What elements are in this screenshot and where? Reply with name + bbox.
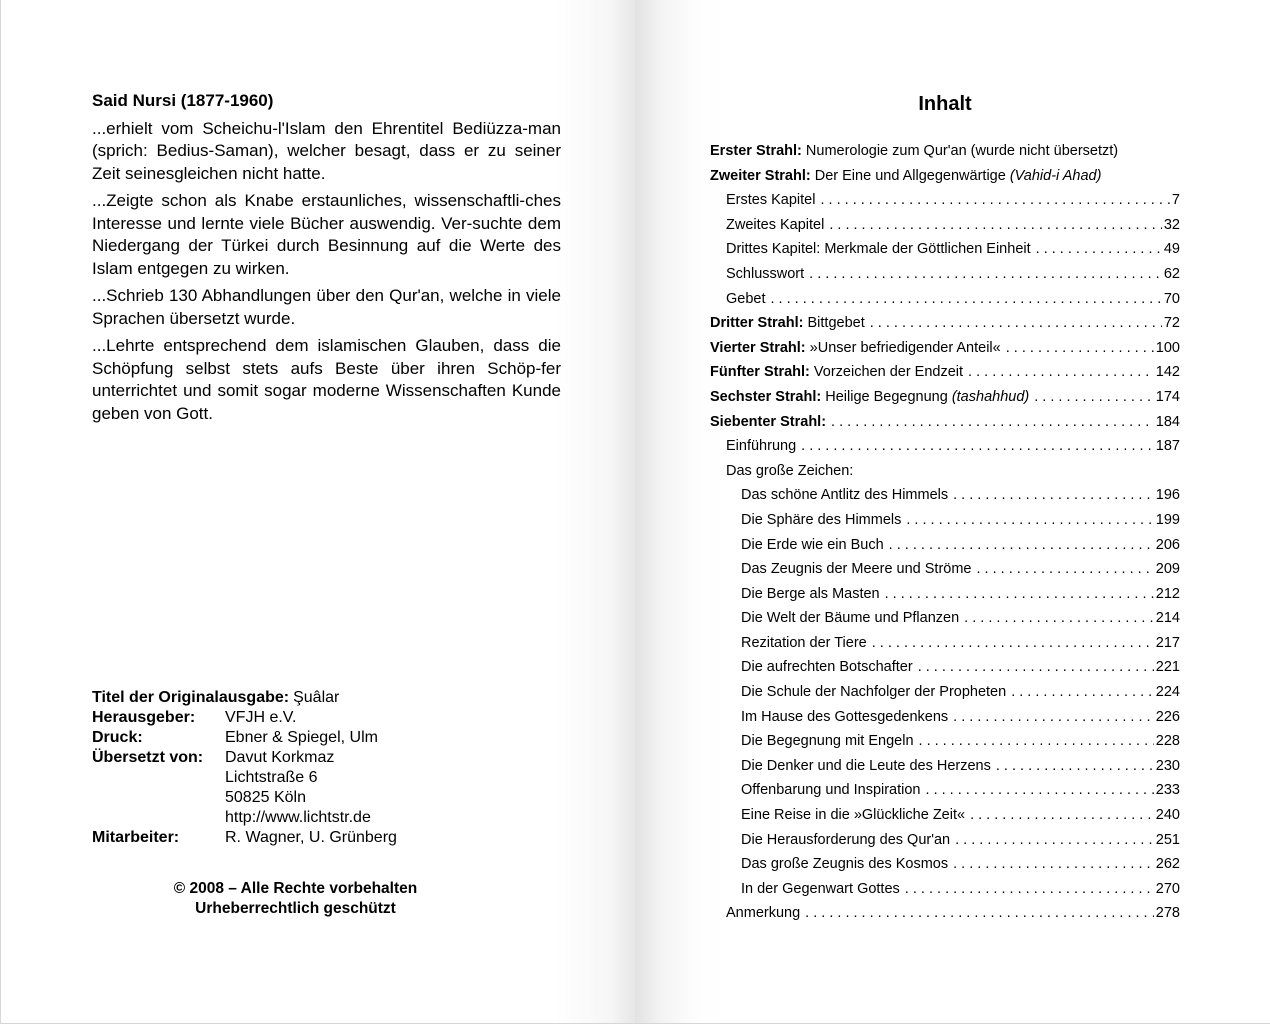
imprint-row-street bbox=[92, 768, 397, 788]
toc-page-number: 209 bbox=[1155, 561, 1180, 578]
bio-paragraph: ...erhielt vom Scheichu-l'Islam den Ehrentitel Bediüzza-man (sprich: Bedius-Saman), welcher besagt, dass er zu seiner Zeit seinesgleichen nicht hatte. bbox=[92, 118, 561, 183]
toc-leader-dots bbox=[771, 291, 1162, 307]
imprint-row-original-title bbox=[92, 688, 397, 708]
toc-entry bbox=[710, 241, 1180, 266]
toc-entry-label bbox=[726, 291, 766, 307]
imprint-website: http://www.lichtstr.de bbox=[225, 809, 371, 826]
toc-leader-dots bbox=[831, 414, 1154, 430]
toc-entry-text: Der Eine und Allgegenwärtige bbox=[810, 167, 1010, 184]
toc-entry bbox=[710, 709, 1180, 734]
toc-page-number: 196 bbox=[1155, 487, 1180, 504]
toc-entry-label bbox=[726, 266, 804, 282]
toc-entry-heading: Zweiter Strahl: bbox=[710, 167, 811, 184]
toc-entry-label bbox=[710, 364, 963, 380]
toc-entry-text: Vorzeichen der Endzeit bbox=[809, 364, 964, 381]
toc-entry-text: Die Erde wie ein Buch bbox=[741, 536, 884, 553]
toc-page-number: 240 bbox=[1155, 807, 1180, 824]
imprint-row-translator bbox=[92, 748, 397, 768]
bio-title: Said Nursi (1877-1960) bbox=[92, 91, 274, 110]
toc-entry-text: Numerologie zum Qur'an (wurde nicht übersetzt) bbox=[801, 143, 1119, 159]
imprint-label: Herausgeber: bbox=[92, 709, 196, 726]
toc-entry-label bbox=[741, 832, 950, 848]
toc-page-number: 187 bbox=[1155, 438, 1180, 455]
toc-entry-label bbox=[726, 463, 853, 479]
toc-entry-text: Gebet bbox=[726, 290, 766, 307]
toc-entry bbox=[710, 905, 1180, 930]
toc-entry-label bbox=[726, 241, 1031, 257]
toc-leader-dots bbox=[970, 807, 1154, 823]
toc-entry bbox=[710, 610, 1180, 635]
toc-entry bbox=[710, 291, 1180, 316]
toc-entry-text: Schlusswort bbox=[726, 265, 805, 282]
toc-entry-heading: Sechster Strahl: bbox=[710, 388, 822, 405]
toc-page-number: 233 bbox=[1155, 782, 1180, 799]
toc-entry bbox=[710, 758, 1180, 783]
toc-entry-label bbox=[710, 143, 1118, 159]
toc-page-number: 278 bbox=[1155, 905, 1180, 922]
toc-entry-label bbox=[741, 758, 991, 774]
toc-leader-dots bbox=[885, 586, 1154, 602]
toc-entry-label bbox=[710, 389, 1029, 405]
toc-entry bbox=[710, 266, 1180, 291]
toc-leader-dots bbox=[1034, 389, 1154, 405]
toc-entry-label bbox=[741, 635, 867, 651]
toc-entry-text: Das schöne Antlitz des Himmels bbox=[741, 487, 949, 504]
toc-page-number: 230 bbox=[1155, 757, 1180, 774]
toc-page-number: 184 bbox=[1155, 413, 1180, 430]
toc-entry-text: Die Welt der Bäume und Pflanzen bbox=[741, 610, 960, 627]
toc-entry-label bbox=[710, 414, 826, 430]
toc-entry bbox=[710, 561, 1180, 586]
toc-entry bbox=[710, 389, 1180, 414]
imprint-label: Mitarbeiter: bbox=[92, 829, 180, 846]
toc-entry-label bbox=[726, 217, 824, 233]
toc-page-number: 199 bbox=[1155, 511, 1180, 528]
imprint-row-website bbox=[92, 808, 397, 828]
toc-page-number: 224 bbox=[1155, 684, 1180, 701]
toc-leader-dots bbox=[919, 733, 1154, 749]
toc-leader-dots bbox=[953, 487, 1154, 503]
toc-entry-label bbox=[710, 315, 865, 331]
toc-leader-dots bbox=[801, 438, 1154, 454]
imprint-row-staff bbox=[92, 828, 397, 848]
toc-entry-label bbox=[726, 905, 800, 921]
toc-leader-dots bbox=[1006, 340, 1154, 356]
author-biography bbox=[92, 90, 561, 430]
toc-entry-label bbox=[741, 659, 913, 675]
toc-page-number: 174 bbox=[1155, 388, 1180, 405]
toc-entry-text: Offenbarung und Inspiration bbox=[741, 782, 921, 799]
toc-entry bbox=[710, 635, 1180, 660]
toc-entry-label bbox=[741, 684, 1006, 700]
toc-entry-italic: (Vahid-i Ahad) bbox=[1009, 167, 1102, 184]
toc-page-number: 251 bbox=[1155, 831, 1180, 848]
imprint-value: 50825 Köln bbox=[225, 789, 306, 806]
toc-page-number: 62 bbox=[1163, 265, 1180, 282]
bio-paragraph: ...Lehrte entsprechend dem islamischen Glauben, dass die Schöpfung selbst stets aufs Beste über ihren Schöp-fer unterrichtet und somit sogar moderne Wissenschaften Kunde geben von Gott. bbox=[92, 336, 561, 423]
imprint-label: Druck: bbox=[92, 729, 143, 746]
imprint-value: Lichtstraße 6 bbox=[225, 769, 318, 786]
toc-leader-dots bbox=[964, 610, 1154, 626]
toc-entry-label bbox=[741, 881, 900, 897]
toc-entry bbox=[710, 659, 1180, 684]
toc-entry-label bbox=[710, 340, 1001, 356]
toc-leader-dots bbox=[805, 905, 1154, 921]
toc-page-number: 206 bbox=[1155, 536, 1180, 553]
imprint-value: Şuâlar bbox=[293, 689, 340, 706]
toc-entry-label bbox=[741, 856, 948, 872]
toc-entry bbox=[710, 537, 1180, 562]
imprint-row-city bbox=[92, 788, 397, 808]
toc-leader-dots bbox=[996, 758, 1154, 774]
toc-page-number: 228 bbox=[1155, 733, 1180, 750]
toc-page-number: 142 bbox=[1155, 364, 1180, 381]
toc-entry bbox=[710, 340, 1180, 365]
toc-entry bbox=[710, 733, 1180, 758]
toc-page-number: 212 bbox=[1155, 585, 1180, 602]
toc-entry-label bbox=[741, 807, 965, 823]
toc-entry bbox=[710, 315, 1180, 340]
imprint-row-print bbox=[92, 728, 397, 748]
toc-entry-heading: Erster Strahl: bbox=[710, 143, 802, 159]
toc-entry-text: Die Berge als Masten bbox=[741, 585, 880, 602]
copyright-line: © 2008 – Alle Rechte vorbehalten bbox=[173, 880, 418, 897]
toc-entry-label bbox=[741, 782, 921, 798]
copyright-line: Urheberrechtlich geschützt bbox=[195, 900, 396, 917]
toc-page-number: 221 bbox=[1155, 659, 1180, 676]
toc-entry-text: Das große Zeichen: bbox=[726, 462, 854, 479]
toc-leader-dots bbox=[829, 217, 1162, 233]
toc-entry-label bbox=[741, 487, 948, 503]
toc-page-number: 226 bbox=[1155, 708, 1180, 725]
toc-leader-dots bbox=[953, 709, 1154, 725]
imprint-value: VFJH e.V. bbox=[225, 709, 297, 726]
toc-entry bbox=[710, 192, 1180, 217]
toc-leader-dots bbox=[872, 635, 1154, 651]
toc-entry bbox=[710, 143, 1180, 168]
toc-entry-label bbox=[741, 733, 914, 749]
toc-entry-text: Das große Zeugnis des Kosmos bbox=[741, 856, 949, 873]
toc-leader-dots bbox=[918, 659, 1154, 675]
toc-entry-label bbox=[741, 561, 972, 577]
toc-entry-text: Die Herausforderung des Qur'an bbox=[741, 831, 951, 848]
toc-leader-dots bbox=[926, 782, 1154, 798]
toc-title: Inhalt bbox=[918, 93, 972, 115]
toc-entry-text: Eine Reise in die »Glückliche Zeit« bbox=[741, 807, 966, 824]
toc-entry-text: Die Begegnung mit Engeln bbox=[741, 733, 914, 750]
toc-leader-dots bbox=[809, 266, 1162, 282]
imprint-label: Übersetzt von: bbox=[92, 749, 204, 766]
toc-entry-text: Drittes Kapitel: Merkmale der Göttlichen Einheit bbox=[726, 241, 1031, 258]
toc-page-number: 217 bbox=[1155, 634, 1180, 651]
toc-entry bbox=[710, 414, 1180, 439]
toc-entry-label bbox=[741, 512, 901, 528]
toc-entry bbox=[710, 684, 1180, 709]
toc-leader-dots bbox=[905, 881, 1154, 897]
toc-entry-heading: Fünfter Strahl: bbox=[710, 364, 810, 381]
toc-entry-text: Zweites Kapitel bbox=[726, 216, 825, 233]
toc-entry-heading: Vierter Strahl: bbox=[710, 339, 806, 356]
toc-entry-text: Rezitation der Tiere bbox=[741, 634, 867, 651]
table-of-contents bbox=[710, 143, 1180, 930]
toc-leader-dots bbox=[953, 856, 1154, 872]
toc-entry bbox=[710, 438, 1180, 463]
toc-entry bbox=[710, 217, 1180, 242]
toc-page-number: 72 bbox=[1163, 315, 1180, 332]
imprint-value: R. Wagner, U. Grünberg bbox=[225, 829, 397, 846]
toc-leader-dots bbox=[906, 512, 1153, 528]
toc-entry-text: Einführung bbox=[726, 438, 797, 455]
toc-leader-dots bbox=[820, 192, 1169, 208]
toc-entry bbox=[710, 881, 1180, 906]
toc-entry-text: Das Zeugnis der Meere und Ströme bbox=[741, 561, 972, 578]
toc-leader-dots bbox=[870, 315, 1162, 331]
toc-page-number: 49 bbox=[1163, 241, 1180, 258]
toc-entry-label bbox=[726, 438, 796, 454]
toc-entry-text: Die Schule der Nachfolger der Propheten bbox=[741, 684, 1007, 701]
toc-leader-dots bbox=[977, 561, 1154, 577]
copyright-notice bbox=[92, 879, 561, 919]
toc-leader-dots bbox=[968, 364, 1154, 380]
toc-page-number: 32 bbox=[1163, 216, 1180, 233]
toc-entry bbox=[710, 463, 1180, 488]
imprint-value: Ebner & Spiegel, Ulm bbox=[225, 729, 378, 746]
bio-paragraph: ...Zeigte schon als Knabe erstaunliches, wissenschaftli-ches Interesse und lernte viele Bücher auswendig. Ver-suchte dem Niedergang der Türkei durch Besinnung auf die Werte des Islam entgegen zu wirken. bbox=[92, 191, 561, 278]
toc-entry bbox=[710, 487, 1180, 512]
toc-leader-dots bbox=[1036, 241, 1162, 257]
toc-entry bbox=[710, 856, 1180, 881]
toc-page-number: 214 bbox=[1155, 610, 1180, 627]
toc-entry bbox=[710, 586, 1180, 611]
toc-entry bbox=[710, 168, 1180, 193]
toc-entry-text: Anmerkung bbox=[726, 905, 801, 922]
toc-entry-label bbox=[741, 610, 959, 626]
toc-entry-label bbox=[741, 709, 948, 725]
toc-entry-heading: Dritter Strahl: bbox=[710, 315, 804, 332]
imprint-value: Davut Korkmaz bbox=[225, 749, 335, 766]
toc-entry-italic: (tashahhud) bbox=[951, 388, 1030, 405]
toc-entry-text: Die Denker und die Leute des Herzens bbox=[741, 757, 991, 774]
toc-entry-label bbox=[710, 168, 1101, 184]
toc-entry-text: Im Hause des Gottesgedenkens bbox=[741, 708, 949, 725]
toc-page-number: 100 bbox=[1155, 339, 1180, 356]
toc-entry-heading: Siebenter Strahl: bbox=[710, 413, 827, 430]
toc-page-number: 270 bbox=[1155, 880, 1180, 897]
toc-entry-text: Bittgebet bbox=[803, 315, 865, 332]
toc-page-number: 70 bbox=[1163, 290, 1180, 307]
toc-entry bbox=[710, 807, 1180, 832]
toc-page-number: 262 bbox=[1155, 856, 1180, 873]
toc-entry bbox=[710, 832, 1180, 857]
toc-entry-text: Die aufrechten Botschafter bbox=[741, 659, 913, 676]
toc-entry-text: »Unser befriedigender Anteil« bbox=[805, 339, 1001, 356]
toc-entry-text: In der Gegenwart Gottes bbox=[741, 880, 900, 897]
toc-entry bbox=[710, 364, 1180, 389]
toc-leader-dots bbox=[955, 832, 1154, 848]
toc-page-number: 7 bbox=[1171, 192, 1180, 209]
toc-leader-dots bbox=[1011, 684, 1154, 700]
toc-entry-text: Die Sphäre des Himmels bbox=[741, 511, 902, 528]
toc-entry-label bbox=[726, 192, 815, 208]
imprint-block bbox=[92, 688, 397, 848]
toc-entry-label bbox=[741, 586, 880, 602]
bio-paragraph: ...Schrieb 130 Abhandlungen über den Qur'an, welche in viele Sprachen übersetzt wurde. bbox=[92, 286, 561, 328]
imprint-label: Titel der Originalausgabe: bbox=[92, 689, 290, 706]
toc-entry-text: Heilige Begegnung bbox=[821, 388, 952, 405]
toc-entry-text: Erstes Kapitel bbox=[726, 192, 816, 209]
toc-entry bbox=[710, 782, 1180, 807]
toc-entry-label bbox=[741, 537, 884, 553]
toc-entry bbox=[710, 512, 1180, 537]
toc-leader-dots bbox=[889, 537, 1154, 553]
imprint-row-publisher bbox=[92, 708, 397, 728]
